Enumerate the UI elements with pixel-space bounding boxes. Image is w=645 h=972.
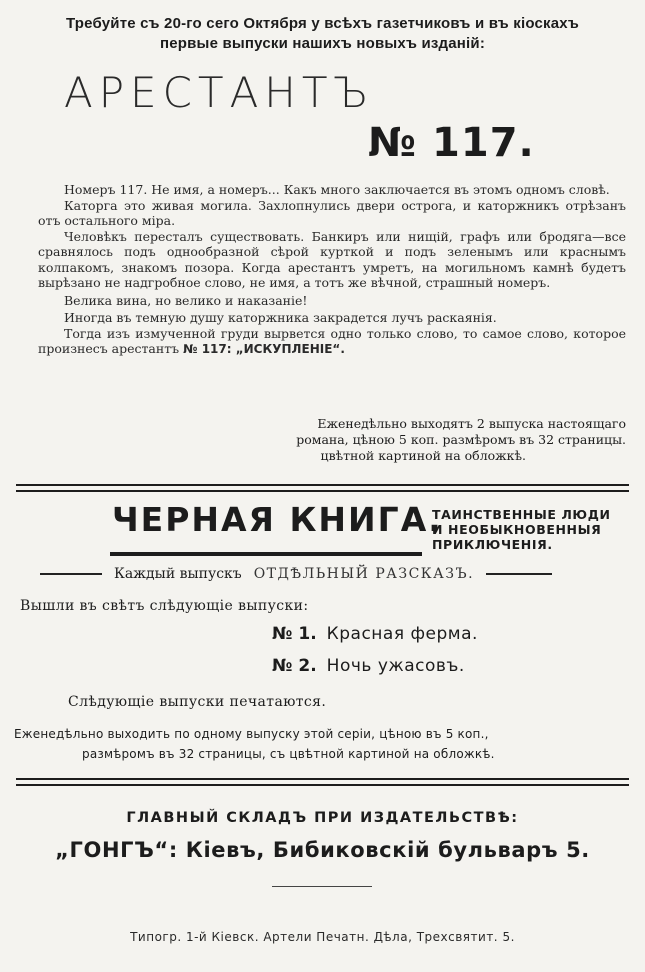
dash-right [486,573,552,575]
each-issue-spaced: ОТДѢЛЬНЫЙ РАЗСКАЗЪ. [253,566,475,582]
weekly-2-line-2: размѣромъ въ 32 страницы, съ цвѣтной картиной на обложкѣ. [82,747,495,761]
warehouse-address: „ГОНГЪ“: Кіевъ, Бибиковскій бульваръ 5. [55,838,590,862]
divider-bottom-1 [16,778,629,780]
paragraph-3: Человѣкъ пересталъ существовать. Банкиръ или нищій, графъ или бродяга—все сравнялось подъ однообразной сѣрой курткой и подъ зеленымъ или краснымъ колпакомъ, знакомъ позора. Когда арестантъ умретъ, на могильномъ камнѣ будетъ вырѣзано не надгробное слово, не имя, а тотъ же вѣчной, страшный номеръ. [38,228,626,290]
issue-2-title: Ночь ужасовъ. [326,656,465,676]
arestant-title: АРЕСТАНТЪ [64,68,375,117]
warehouse-heading: ГЛАВНЫЙ СКЛАДЪ ПРИ ИЗДАТЕЛЬСТВѢ: [126,810,519,826]
arestant-description [38,182,626,358]
subtitle-line-2: И НЕОБЫКНОВЕННЫЯ [432,522,602,537]
redemption-highlight: № 117: „ИСКУПЛЕНІЕ“. [183,342,345,356]
paragraph-2: Каторга это живая могила. Захлопнулись двери острога, и каторжникъ отрѣзанъ отъ остального міра. [38,197,626,228]
each-issue-prefix: Каждый выпускъ [114,566,242,582]
released-label: Вышли въ свѣтъ слѣдующіе выпуски: [20,598,309,614]
issue-2 [272,656,465,676]
paragraph-1: Номеръ 117. Не имя, а номеръ... Какъ много заключается въ этомъ одномъ словѣ. [64,182,610,197]
header-line-2: первые выпуски нашихъ новыхъ изданій: [159,35,486,52]
weekly-1-line-3: цвѣтной картиной на обложкѣ. [320,448,526,463]
issue-2-number: № 2. [272,656,317,676]
weekly-2-line-1: Еженедѣльно выходить по одному выпуску этой серіи, цѣною въ 5 коп., [14,727,489,741]
arestant-number: № 117. [368,120,535,166]
header-line-1: Требуйте съ 20-го сего Октября у всѣхъ газетчиковъ и въ кіоскахъ [66,15,579,32]
black-book-weekly-info [14,724,626,764]
divider-bottom-2 [16,784,629,786]
dash-left [40,573,102,575]
issue-1-number: № 1. [272,624,317,644]
paragraph-5: Иногда въ темную душу каторжника закрадется лучъ раскаянія. [64,310,497,325]
paragraph-6-text: Тогда изъ измученной груди вырвется одно только слово, то самое слово, которое произнесъ арестантъ [38,325,626,356]
black-book-subtitle [432,507,642,552]
black-book-underline [110,552,422,556]
issue-1-title: Красная ферма. [326,624,478,644]
subtitle-line-3: ПРИКЛЮЧЕНІЯ. [432,537,553,552]
printer-credit: Типогр. 1-й Кіевск. Артели Печатн. Дѣла, Трехсвятит. 5. [130,930,515,944]
paragraph-6 [38,326,626,358]
weekly-1-line-2: романа, цѣною 5 коп. размѣромъ въ 32 страницы. [296,432,626,447]
weekly-1-line-1: Еженедѣльно выходятъ 2 выпуска настоящаго [317,416,626,431]
divider-top-2 [16,490,629,492]
black-book-title: ЧЕРНАЯ КНИГА. [112,500,443,539]
subtitle-line-1: ТАИНСТВЕННЫЕ ЛЮДИ [432,507,611,522]
arestant-weekly-info [240,416,626,464]
paragraph-4: Велика вина, но велико и наказаніе! [64,292,308,308]
header-notice [10,14,635,54]
short-divider [272,886,372,887]
issue-1 [272,624,478,644]
following-label: Слѣдующіе выпуски печатаются. [68,694,327,710]
divider-top-1 [16,484,629,486]
each-issue-line [40,566,617,582]
